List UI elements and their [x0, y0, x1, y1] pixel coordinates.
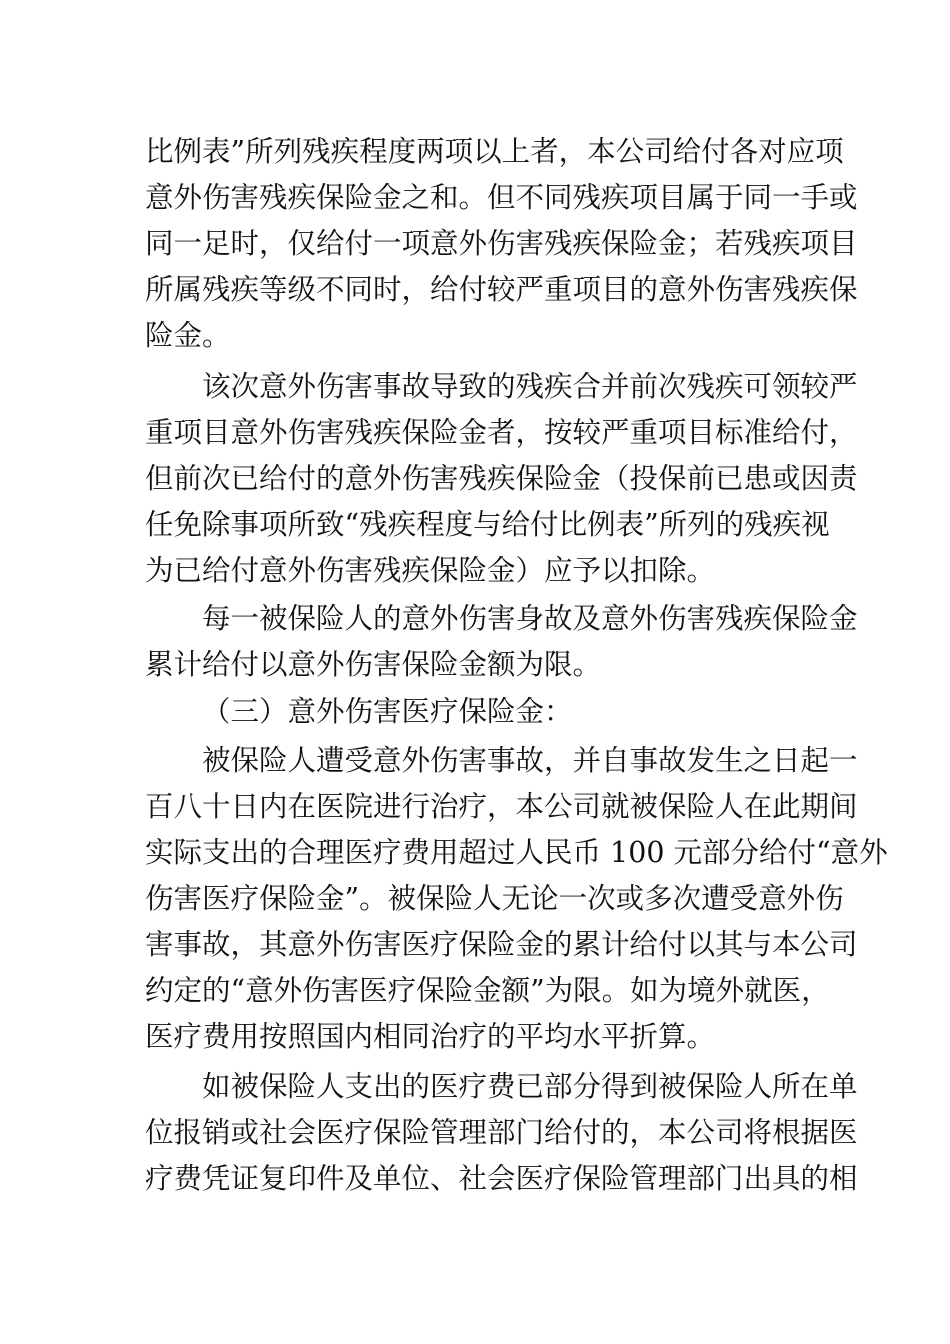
text-line: 被保险人遭受意外伤害事故，并自事故发生之日起一: [202, 744, 858, 777]
text-line: 同一足时，仅给付一项意外伤害残疾保险金；若残疾项目: [145, 227, 858, 260]
text-line: 比例表”所列残疾程度两项以上者，本公司给付各对应项: [145, 135, 844, 168]
text-line: 如被保险人支出的医疗费已部分得到被保险人所在单: [202, 1070, 858, 1103]
text-line: 每一被保险人的意外伤害身故及意外伤害残疾保险金: [202, 602, 858, 635]
text-line: 重项目意外伤害残疾保险金者，按较严重项目标准给付，: [145, 416, 858, 449]
text-line: 为已给付意外伤害残疾保险金）应予以扣除。: [145, 554, 716, 587]
section-heading: （三）意外伤害医疗保险金：: [202, 695, 573, 728]
text-line: 位报销或社会医疗保险管理部门给付的，本公司将根据医: [145, 1116, 858, 1149]
text-line: 任免除事项所致“残疾程度与给付比例表”所列的残疾视: [145, 508, 830, 541]
text-line: 所属残疾等级不同时，给付较严重项目的意外伤害残疾保: [145, 273, 858, 306]
text-line: 约定的“意外伤害医疗保险金额”为限。如为境外就医，: [145, 974, 830, 1007]
text-line: 害事故，其意外伤害医疗保险金的累计给付以其与本公司: [145, 928, 858, 961]
text-line: 医疗费用按照国内相同治疗的平均水平折算。: [145, 1020, 716, 1053]
text-line: 该次意外伤害事故导致的残疾合并前次残疾可领较严: [202, 370, 858, 403]
text-line: 但前次已给付的意外伤害残疾保险金（投保前已患或因责: [145, 462, 858, 495]
text-line: 百八十日内在医院进行治疗，本公司就被保险人在此期间: [145, 790, 858, 823]
text-line: 伤害医疗保险金”。被保险人无论一次或多次遭受意外伤: [145, 882, 844, 915]
text-line: 险金。: [145, 319, 231, 352]
text-line: 累计给付以意外伤害保险金额为限。: [145, 648, 602, 681]
text-line: 实际支出的合理医疗费用超过人民币 100 元部分给付“意外: [145, 836, 888, 869]
text-line: 疗费凭证复印件及单位、社会医疗保险管理部门出具的相: [145, 1162, 858, 1195]
text-line: 意外伤害残疾保险金之和。但不同残疾项目属于同一手或: [145, 181, 858, 214]
